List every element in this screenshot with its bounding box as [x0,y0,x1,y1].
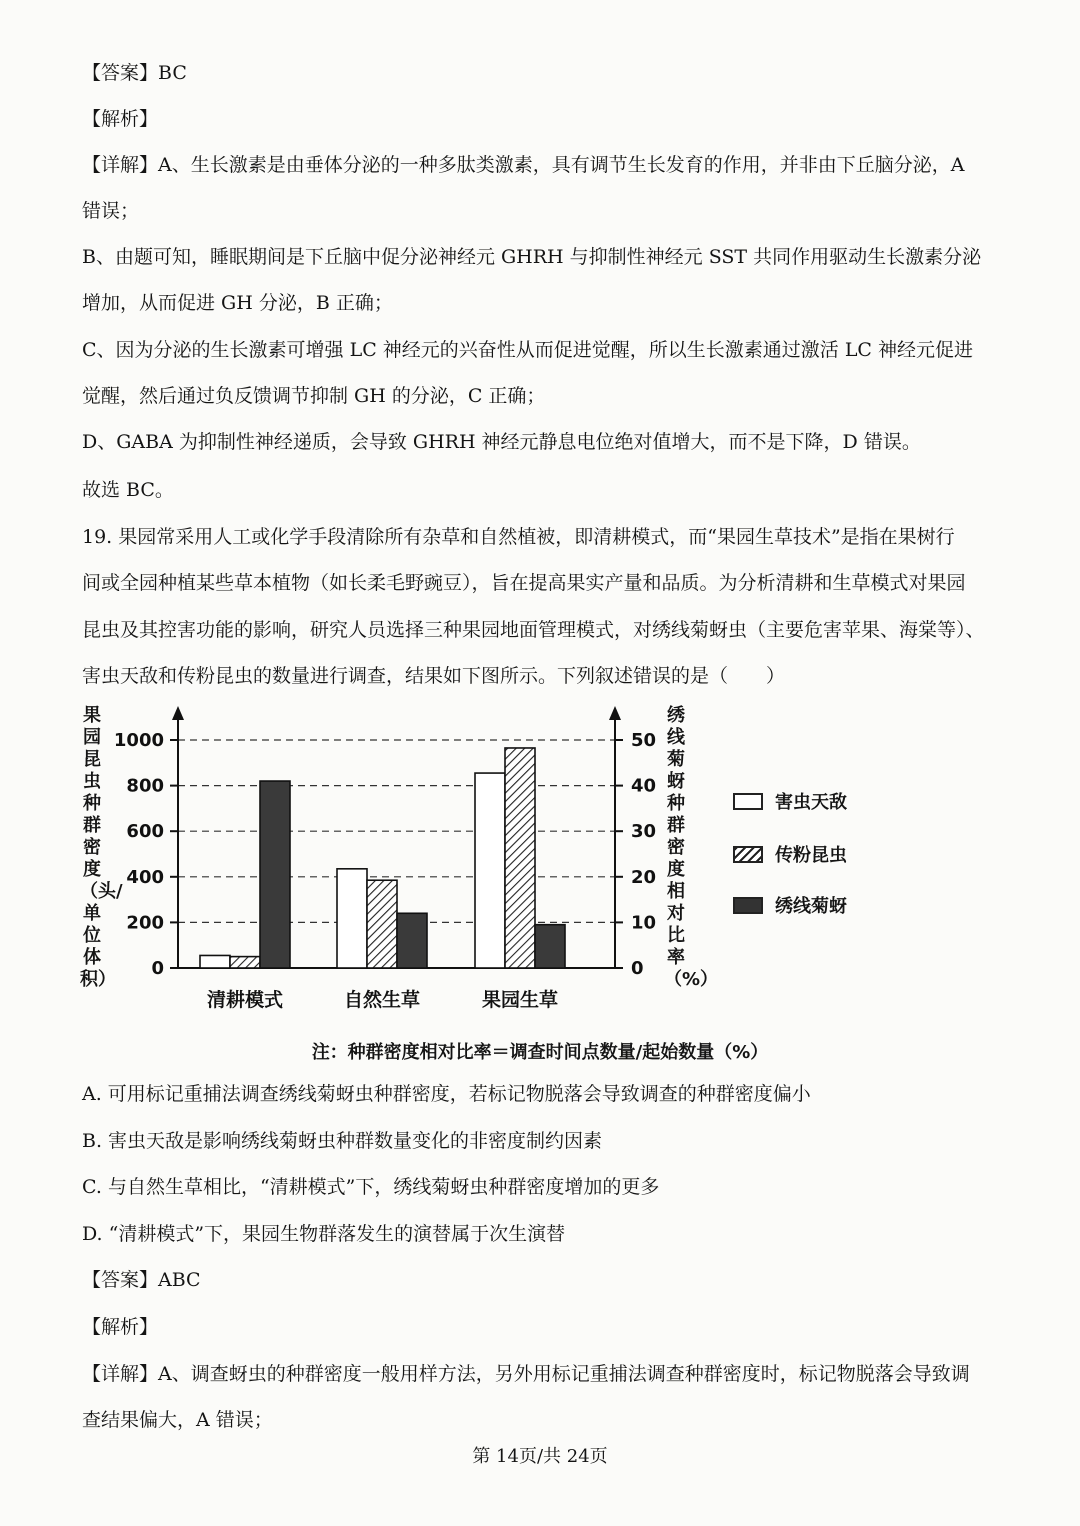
page-footer: 第 14页/共 24页 [472,1446,608,1467]
left-tick-label: 200 [126,912,164,934]
legend-item [733,892,847,918]
legend-label: 传粉昆虫 [775,845,847,866]
detail-line: 【详解】A、调查蚜虫的种群密度一般用样方法，另外用标记重捕法调查种群密度时，标记物脱落会导致调 [82,1363,970,1385]
left-tick-label: 1000 [113,730,164,751]
right-tick-label: 40 [631,775,657,797]
right-tick-label: 10 [631,912,657,934]
right-tick-label: 0 [631,958,644,979]
left-axis-arrow [172,706,184,720]
left-tick-label: 600 [126,821,164,843]
question-line: 19. 果园常采用人工或化学手段清除所有杂草和自然植被，即清耕模式，而“果园生草技术”是指在果树行 [82,526,955,548]
category-label: 自然生草 [343,989,421,1011]
detail-line: 觉醒，然后通过负反馈调节抑制 GH 的分泌，C 正确； [82,385,546,407]
right-tick-label: 50 [631,730,657,751]
bar-害虫天敌 [337,869,367,968]
question-line: 昆虫及其控害功能的影响，研究人员选择三种果园地面管理模式，对绣线菊蚜虫（主要危害苹果、海棠等）、 [82,619,985,641]
analysis-label: 【解析】 [82,1316,159,1338]
bar-绣线菊蚜 [535,925,565,968]
detail-line: 错误； [82,200,140,222]
detail-line: C、因为分泌的生长激素可增强 LC 神经元的兴奋性从而促进觉醒，所以生长激素通过激活 LC 神经元促进 [82,339,974,361]
left-tick-label: 0 [151,958,164,979]
answer-label: 【答案】BC [82,62,187,84]
bar-害虫天敌 [200,955,230,968]
chart-note: 注：种群密度相对比率＝调查时间点数量/起始数量（%） [311,1042,769,1063]
conclusion-line: 故选 BC。 [82,479,174,501]
bar-传粉昆虫 [230,957,260,968]
answer-label: 【答案】ABC [82,1269,201,1291]
chart-plot [80,700,719,1040]
legend-item [733,841,847,867]
right-axis-arrow [609,706,621,720]
option-d: D. “清耕模式”下，果园生物群落发生的演替属于次生演替 [82,1223,566,1245]
legend-swatch-hatch [733,846,763,863]
question-line: 害虫天敌和传粉昆虫的数量进行调查，结果如下图所示。下列叙述错误的是（ ） [82,665,786,687]
right-axis-label: 绣线菊蚜种群密度相对比率（%） [664,705,719,990]
legend-label: 绣线菊蚜 [775,896,847,917]
bar-chart [80,700,1020,1040]
bar-绣线菊蚜 [397,913,427,968]
bar-害虫天敌 [475,773,505,968]
legend-label: 害虫天敌 [775,792,847,813]
detail-line: D、GABA 为抑制性神经递质，会导致 GHRH 神经元静息电位绝对值增大，而不是下降，D 错误。 [82,431,921,453]
detail-line: 查结果偏大，A 错误； [82,1409,273,1431]
option-c: C. 与自然生草相比，“清耕模式”下，绣线菊蚜虫种群密度增加的更多 [82,1176,660,1198]
question-line: 间或全园种植某些草本植物（如长柔毛野豌豆），旨在提高果实产量和品质。为分析清耕和生草模式对果园 [82,572,966,594]
category-label: 清耕模式 [206,989,284,1011]
analysis-label: 【解析】 [82,108,159,130]
bar-绣线菊蚜 [260,781,290,968]
detail-line: 增加，从而促进 GH 分泌，B 正确； [82,292,393,314]
legend-swatch-dark [733,897,763,914]
legend-item [733,788,847,814]
right-tick-label: 30 [631,821,657,843]
option-b: B. 害虫天敌是影响绣线菊蚜虫种群数量变化的非密度制约因素 [82,1130,603,1152]
detail-line: B、由题可知，睡眠期间是下丘脑中促分泌神经元 GHRH 与抑制性神经元 SST 共同作用驱动生长激素分泌 [82,246,982,268]
category-label: 果园生草 [481,989,559,1011]
legend-swatch-white [733,793,763,810]
option-a: A. 可用标记重捕法调查绣线菊蚜虫种群密度，若标记物脱落会导致调查的种群密度偏小 [82,1083,811,1105]
left-axis-label: 果园昆虫种群密度（头/单位体积） [80,705,123,990]
detail-line: 【详解】A、生长激素是由垂体分泌的一种多肽类激素，具有调节生长发育的作用，并非由下丘脑分泌，A [82,154,965,176]
bar-传粉昆虫 [505,748,535,968]
left-tick-label: 800 [126,775,164,797]
bar-传粉昆虫 [367,880,397,968]
left-tick-label: 400 [126,866,164,888]
right-tick-label: 20 [631,866,657,888]
